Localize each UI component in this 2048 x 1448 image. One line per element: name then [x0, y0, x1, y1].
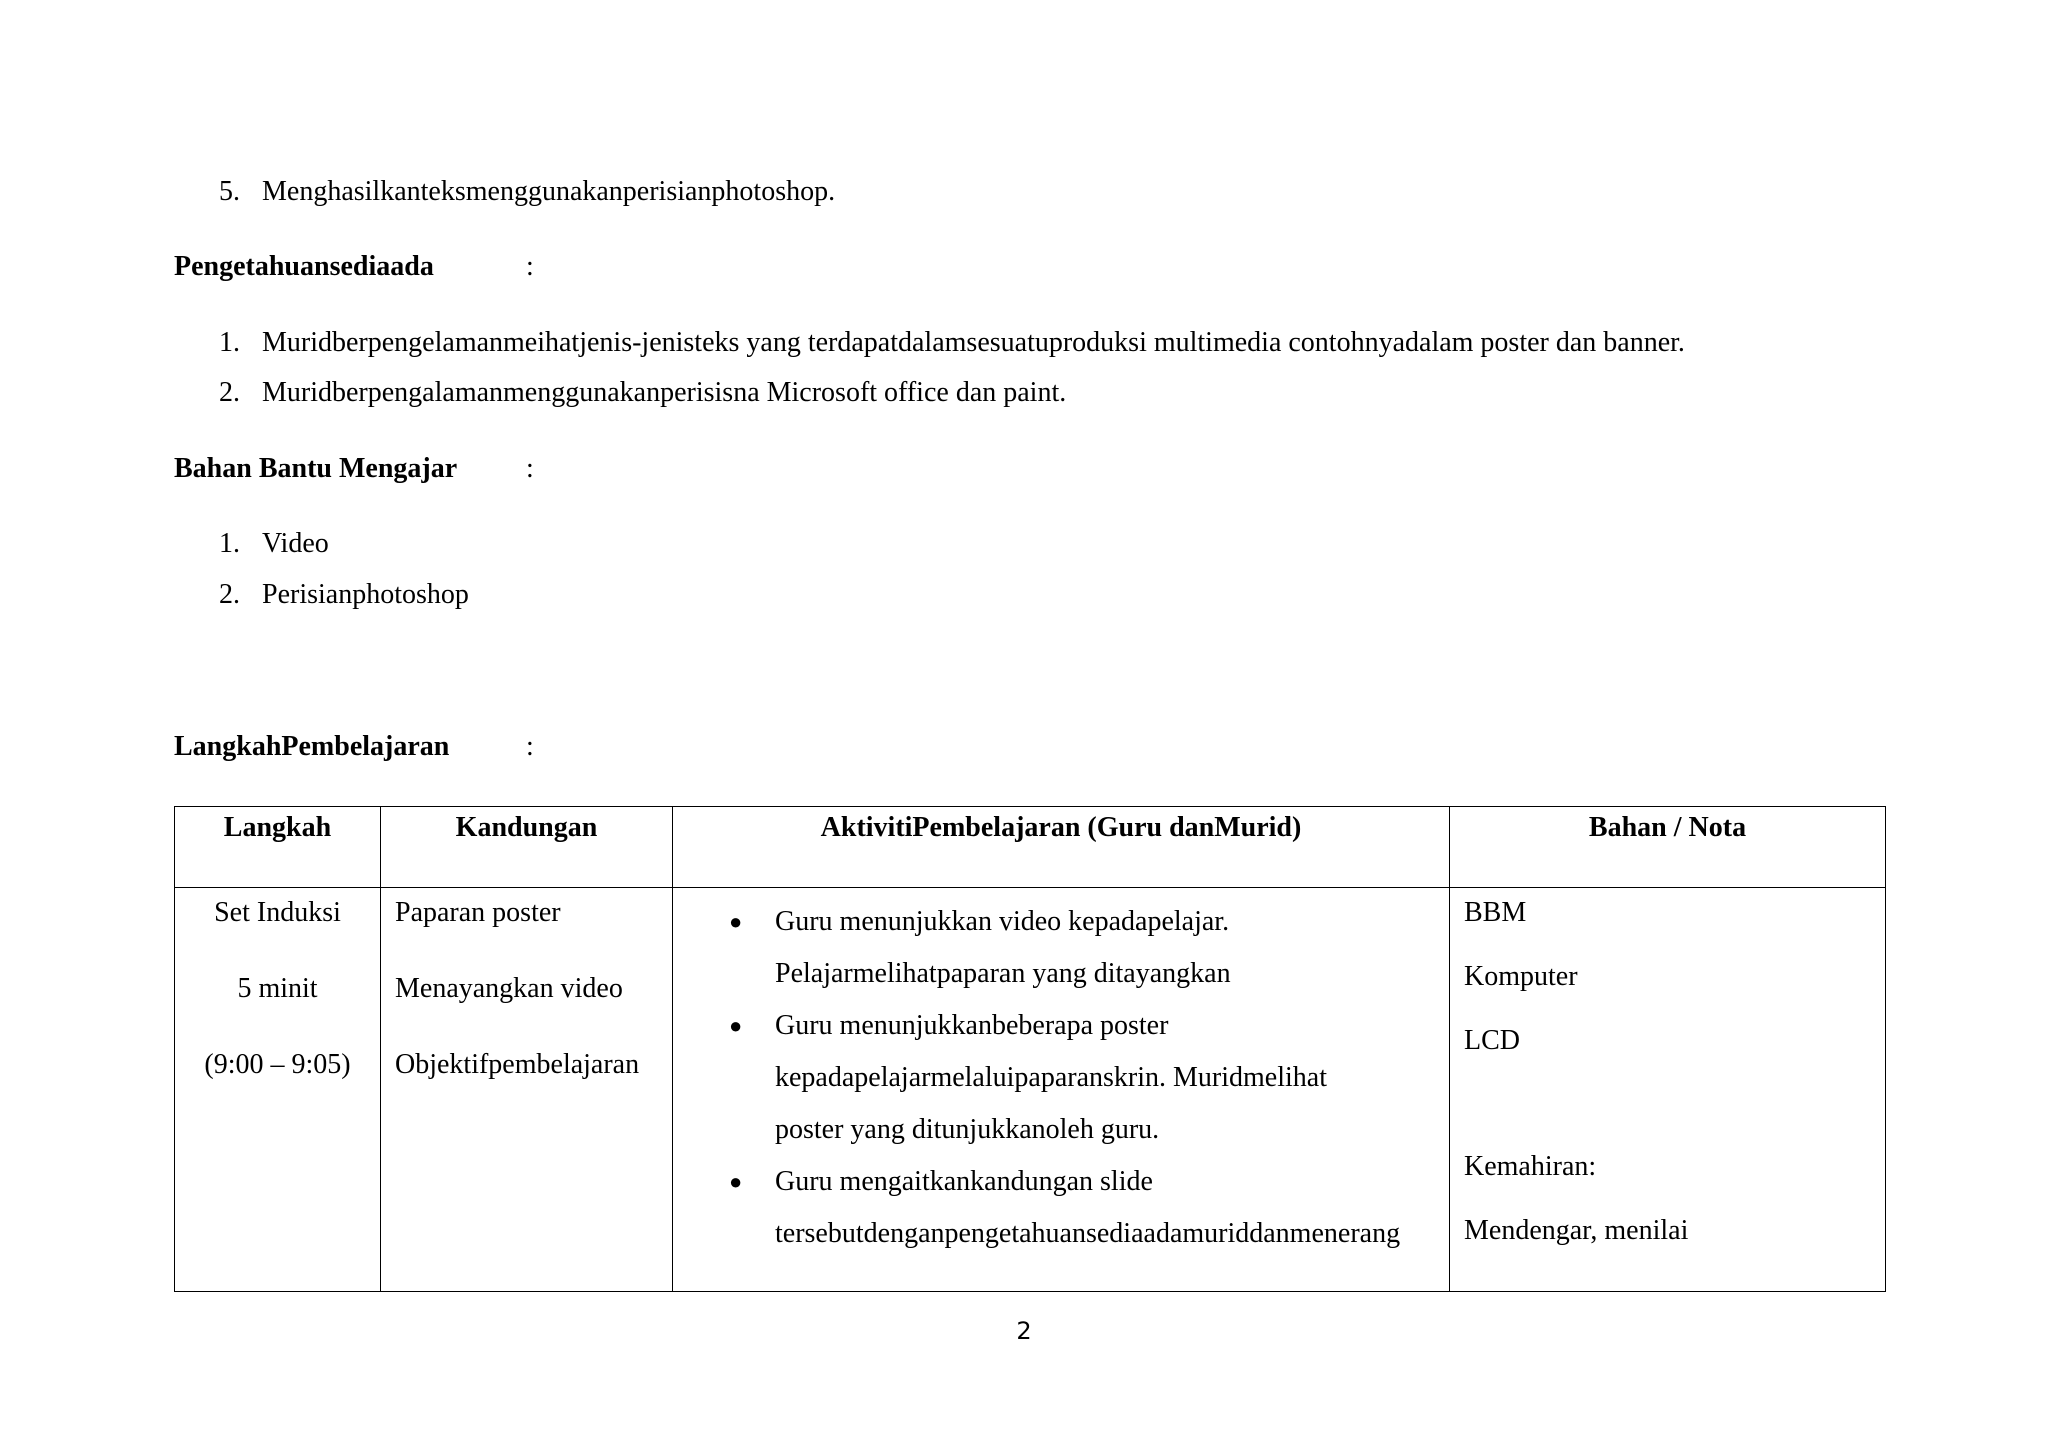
list-number: 2.	[219, 377, 240, 408]
activity-line: poster yang ditunjukkanoleh guru.	[775, 1114, 1160, 1145]
heading-colon: :	[526, 453, 534, 484]
note-item: BBM	[1464, 897, 1527, 928]
note-item: Mendengar, menilai	[1464, 1215, 1689, 1246]
step-cell	[175, 888, 381, 1292]
content-cell	[381, 888, 673, 1292]
content-item: Objektifpembelajaran	[395, 1049, 640, 1080]
bullet-icon: ●	[729, 909, 743, 934]
activity-line: kepadapelajarmelaluipaparanskrin. Muridmelihat	[775, 1062, 1328, 1093]
note-item: LCD	[1464, 1025, 1520, 1056]
column-header-step: Langkah	[175, 807, 381, 888]
bullet-icon: ●	[729, 1013, 743, 1038]
note-item: Kemahiran:	[1464, 1151, 1597, 1182]
prior-knowledge-item: Muridberpengelamanmeihatjenis-jenisteks yang terdapatdalamsesuatuproduksi multimedia contohnyadalam poster dan banner.	[262, 327, 1685, 358]
note-item: Komputer	[1464, 961, 1578, 992]
page-number: 2	[1016, 1317, 1032, 1345]
activity-line: Guru menunjukkan video kepadapelajar.	[775, 906, 1230, 937]
bullet-icon: ●	[729, 1169, 743, 1194]
heading-colon: :	[526, 731, 534, 762]
heading-colon: :	[526, 251, 534, 282]
column-header-activities: AktivitiPembelajaran (Guru danMurid)	[673, 807, 1450, 888]
step-time: (9:00 – 9:05)	[204, 1049, 351, 1080]
table-row	[175, 888, 1886, 1292]
column-header-content: Kandungan	[381, 807, 673, 888]
list-number: 5.	[219, 176, 240, 207]
teaching-aid-item: Perisianphotoshop	[262, 579, 469, 610]
list-number: 1.	[219, 528, 240, 559]
notes-cell	[1450, 888, 1886, 1292]
activities-cell	[673, 888, 1450, 1292]
step-duration: 5 minit	[237, 973, 318, 1004]
teaching-aids-heading: Bahan Bantu Mengajar	[174, 453, 458, 484]
activity-list	[673, 896, 1449, 1260]
content-item: Paparan poster	[395, 897, 561, 928]
prior-knowledge-item: Muridberpengalamanmenggunakanperisisna Microsoft office dan paint.	[262, 377, 1067, 408]
list-number: 1.	[219, 327, 240, 358]
objective-item-5: Menghasilkanteksmenggunakanperisianphotoshop.	[262, 176, 836, 207]
list-item	[673, 1000, 1449, 1156]
step-name: Set Induksi	[214, 897, 341, 928]
learning-steps-heading: LangkahPembelajaran	[174, 731, 450, 762]
content-item: Menayangkan video	[395, 973, 623, 1004]
activity-line: Guru menunjukkanbeberapa poster	[775, 1010, 1169, 1041]
activity-line: Pelajarmelihatpaparan yang ditayangkan	[775, 958, 1231, 989]
activity-line: Guru mengaitkankandungan slide	[775, 1166, 1153, 1197]
prior-knowledge-heading: Pengetahuansediaada	[174, 251, 434, 282]
activity-line: tersebutdenganpengetahuansediaadamuriddanmenerang	[775, 1218, 1401, 1249]
teaching-aid-item: Video	[262, 528, 329, 559]
list-item	[673, 896, 1449, 1000]
list-number: 2.	[219, 579, 240, 610]
lesson-plan-table	[174, 806, 1886, 1292]
list-item	[673, 1156, 1449, 1260]
table-header-row	[175, 807, 1886, 888]
column-header-notes: Bahan / Nota	[1450, 807, 1886, 888]
